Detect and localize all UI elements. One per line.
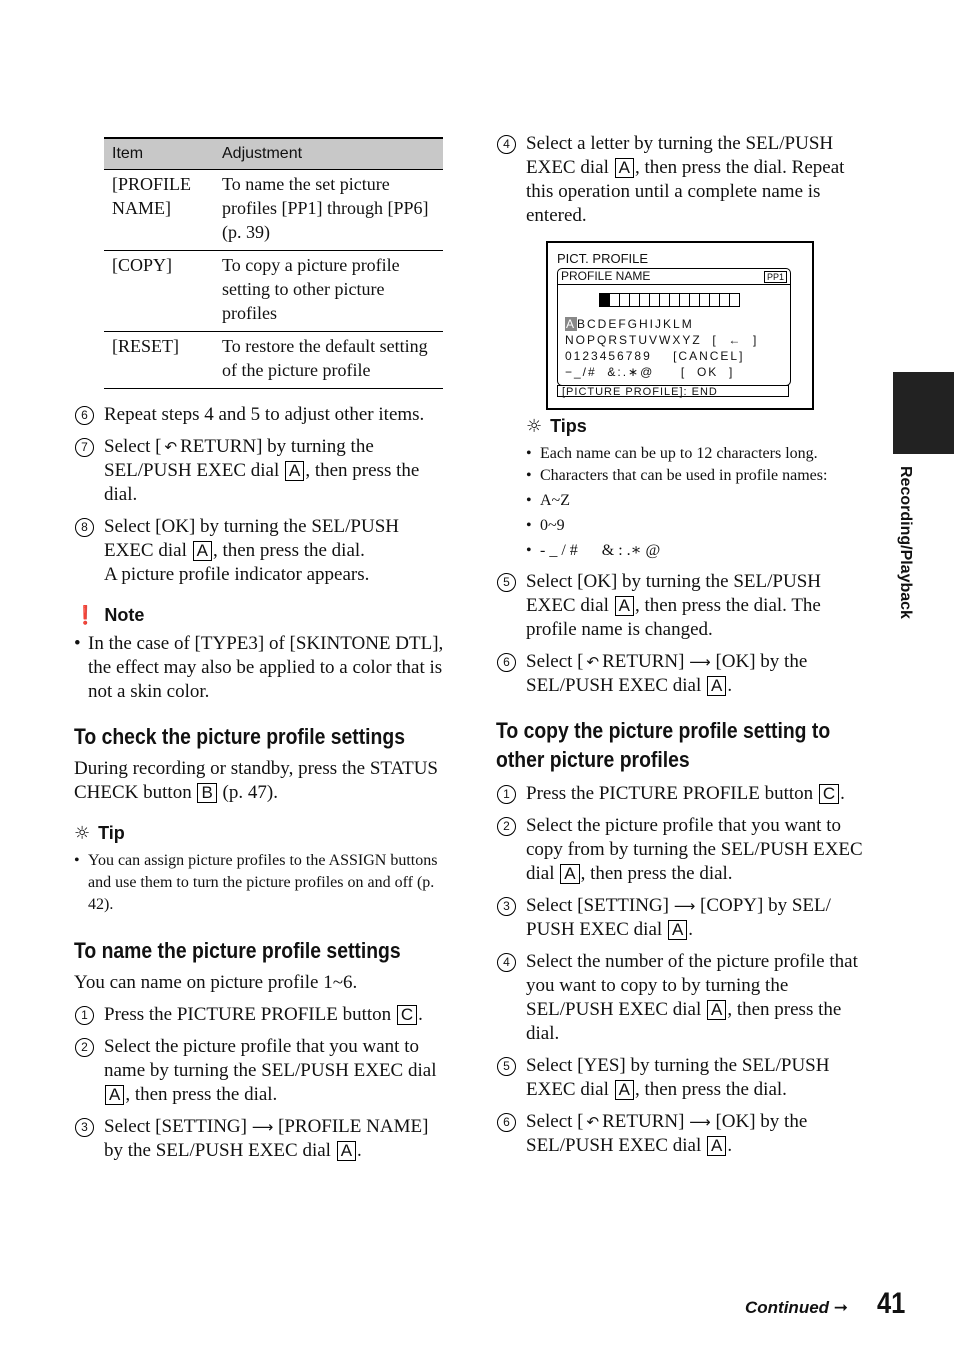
- continued-label: [745, 1298, 848, 1318]
- step-text: Select [: [104, 436, 162, 457]
- lightbulb-icon: ☼: [74, 823, 91, 844]
- step-text: [COPY] by SEL/ PUSH EXEC dial: [526, 895, 831, 940]
- step-number: 2: [497, 817, 516, 836]
- step-text: , then press the dial.: [125, 1084, 278, 1105]
- step-text: Select [OK] by turning the SEL/PUSH EXEC dial: [104, 516, 400, 561]
- step-text: , then press the dial.: [526, 999, 842, 1044]
- list-item: • A~Z: [526, 490, 868, 512]
- check-text: [74, 757, 446, 805]
- return-icon: ↶: [586, 653, 600, 671]
- table-row: [104, 170, 443, 251]
- step-number: 6: [497, 1113, 516, 1132]
- name-step-1: 1 Press the PICTURE PROFILE button C .: [74, 1003, 446, 1027]
- lcd-char-row: −_/# &:.∗@ [ OK ]: [565, 365, 735, 379]
- label-a: A: [668, 920, 687, 940]
- step-number: 1: [497, 785, 516, 804]
- step-text: [OK] by the SEL/PUSH EXEC dial: [526, 1111, 808, 1156]
- table-row: [104, 332, 443, 389]
- step-number: 2: [75, 1038, 94, 1057]
- note-label: Note: [104, 605, 145, 625]
- step-text: Press the PICTURE PROFILE button: [104, 1004, 392, 1025]
- copy-step-2: [496, 814, 868, 886]
- label-a: A: [615, 596, 634, 616]
- arrow-right-icon: ⟶: [673, 897, 696, 915]
- step-number: 5: [497, 573, 516, 592]
- note-text: • In the case of [TYPE3] of [SKINTONE DTL], the effect may also be applied to a color that is not a skin color.: [74, 632, 446, 704]
- step-text: [PROFILE NAME] by the SEL/PUSH EXEC dial: [104, 1116, 429, 1161]
- return-icon: ↶: [586, 1113, 600, 1131]
- section-label: [896, 466, 920, 646]
- step-number: 8: [75, 518, 94, 537]
- table-row: [104, 251, 443, 332]
- step-text: Select [SETTING]: [104, 1116, 247, 1137]
- step-number: 6: [497, 653, 516, 672]
- arrow-right-icon: ⟶: [689, 653, 711, 671]
- step-text: RETURN]: [602, 1111, 685, 1132]
- name-intro: You can name on picture profile 1~6.: [74, 972, 358, 993]
- label-a: A: [285, 461, 304, 481]
- table-cell: [RESET]: [104, 332, 214, 389]
- lcd-badge: PP1: [764, 271, 787, 283]
- step-text: Select [: [526, 1111, 584, 1132]
- label-a: A: [707, 1000, 726, 1020]
- label-a: A: [707, 676, 726, 696]
- label-a: A: [615, 158, 634, 178]
- step-text: Select [: [526, 651, 584, 672]
- check-text-b: (p. 47).: [222, 782, 278, 803]
- step-text: Select the number of the picture profile that you want to copy to by turning the SEL/PUSH EXEC dial: [526, 951, 858, 1020]
- step-text: , then press the dial.: [580, 863, 733, 884]
- label-a: A: [337, 1141, 356, 1161]
- tip-label: Tip: [98, 823, 125, 843]
- page-number: 41: [877, 1287, 906, 1320]
- label-a: A: [105, 1085, 124, 1105]
- name-entry-cells: [600, 293, 740, 307]
- lcd-subtitle: PROFILE NAME: [561, 269, 651, 283]
- step-number: 4: [497, 953, 516, 972]
- copy-step-6: 6 Select [ ↶ RETURN] ⟶ [OK] by the SEL/PUSH EXEC dial A .: [496, 1110, 868, 1158]
- lcd-status-bar: [PICTURE PROFILE]: END: [557, 385, 789, 397]
- lcd-cursor-char: A: [566, 317, 577, 331]
- label-c: C: [819, 784, 839, 804]
- step-text: RETURN] by turning the SEL/PUSH EXEC dial: [104, 436, 374, 481]
- letter-step-6: 6 Select [ ↶ RETURN] ⟶ [OK] by the SEL/PUSH EXEC dial A .: [496, 650, 868, 698]
- left-column: [74, 137, 446, 1163]
- step-text: Select [SETTING]: [526, 895, 669, 916]
- label-a: A: [615, 1080, 634, 1100]
- tip-heading: [74, 821, 446, 846]
- section-label-text: Recording/Playback: [897, 466, 914, 619]
- list-item: • 0~9: [526, 515, 868, 537]
- lcd-char-row: [565, 317, 694, 331]
- step-text: A picture profile indicator appears.: [104, 564, 370, 585]
- step-text: Repeat steps 4 and 5 to adjust other items.: [104, 404, 425, 425]
- lcd-screen: [546, 241, 814, 410]
- table-header-item: Item: [104, 138, 214, 170]
- lightbulb-icon: ☼: [526, 416, 543, 437]
- tips-heading: [496, 414, 868, 439]
- tips-label: Tips: [550, 416, 587, 436]
- step-number: 3: [75, 1118, 94, 1137]
- step-text: Select the picture profile that you want to name by turning the SEL/PUSH EXEC dial: [104, 1036, 437, 1081]
- name-step-3: 3 Select [SETTING] ⟶ [PROFILE NAME] by the SEL/PUSH EXEC dial A .: [74, 1115, 446, 1163]
- step-number: 7: [75, 438, 94, 457]
- lcd-char-row: 0123456789 [CANCEL]: [565, 349, 745, 363]
- lcd-panel: [557, 268, 791, 386]
- table-header-adjustment: Adjustment: [214, 138, 443, 170]
- step-number: 6: [75, 406, 94, 425]
- return-icon: ↶: [164, 438, 178, 456]
- step-text: Select [OK] by turning the SEL/PUSH EXEC dial: [526, 571, 822, 616]
- step-number: 5: [497, 1057, 516, 1076]
- tip-text: • You can assign picture profiles to the ASSIGN buttons and use them to turn the picture profiles on and off (p. 42).: [74, 850, 446, 916]
- step-number: 1: [75, 1006, 94, 1025]
- note-icon: ❗: [74, 605, 97, 626]
- list-item: • Characters that can be used in profile names:: [526, 465, 868, 487]
- copy-heading-line-2: other picture profiles: [496, 747, 690, 772]
- copy-step-5: [496, 1054, 868, 1102]
- check-text-a: During recording or standby, press the STATUS CHECK button: [74, 758, 438, 803]
- arrow-right-icon: ⟶: [689, 1113, 711, 1131]
- lcd-char-row: NOPQRSTUVWXYZ [ ← ]: [565, 333, 759, 347]
- check-heading: To check the picture profile settings: [74, 724, 405, 749]
- copy-heading: [496, 716, 831, 774]
- step-number: 3: [497, 897, 516, 916]
- step-text: , then press the dial.: [212, 540, 365, 561]
- step-text: , then press the dial.: [634, 1079, 787, 1100]
- section-tab: [893, 372, 954, 454]
- step-text: [OK] by the SEL/PUSH EXEC dial: [526, 651, 808, 696]
- step-text: RETURN]: [602, 651, 685, 672]
- step-6: [74, 403, 446, 427]
- list-item: • - _ / # & : .∗ @: [526, 540, 868, 562]
- lcd-title: PICT. PROFILE: [557, 251, 649, 266]
- arrow-right-icon: ⟶: [251, 1118, 274, 1136]
- step-text: , then press the dial. The profile name is changed.: [526, 595, 821, 640]
- label-a: A: [193, 541, 212, 561]
- step-text: Select [YES] by turning the SEL/PUSH EXEC dial: [526, 1055, 830, 1100]
- letter-step-5: [496, 570, 868, 642]
- table-cell: To restore the default setting of the picture profile: [214, 332, 443, 389]
- step-text: Press the PICTURE PROFILE button: [526, 783, 814, 804]
- continued-text: Continued: [745, 1298, 830, 1317]
- table-cell: To copy a picture profile setting to other picture profiles: [214, 251, 443, 332]
- label-a: A: [560, 864, 579, 884]
- tips-list: [496, 443, 868, 562]
- copy-step-3: 3 Select [SETTING] ⟶ [COPY] by SEL/ PUSH EXEC dial A .: [496, 894, 868, 942]
- name-heading: To name the picture profile settings: [74, 938, 401, 963]
- arrow-right-icon: ➞: [833, 1298, 849, 1318]
- lcd-row-text: BCDEFGHIJKLM: [577, 317, 694, 331]
- copy-step-1: 1 Press the PICTURE PROFILE button C .: [496, 782, 868, 806]
- label-c: C: [397, 1005, 417, 1025]
- step-text: , then press the dial.: [104, 460, 420, 505]
- table-cell: To name the set picture profiles [PP1] through [PP6] (p. 39): [214, 170, 443, 251]
- table-cell: [COPY]: [104, 251, 214, 332]
- copy-heading-line-1: To copy the picture profile setting to: [496, 718, 831, 743]
- note-heading: [74, 603, 446, 628]
- step-text: Select a letter by turning the SEL/PUSH EXEC dial: [526, 133, 834, 178]
- settings-table: [104, 137, 443, 389]
- name-step-2: [74, 1035, 446, 1107]
- step-number: 4: [497, 135, 516, 154]
- letter-step-4: [496, 132, 868, 228]
- label-a: A: [707, 1136, 726, 1156]
- label-b: B: [197, 783, 216, 803]
- copy-step-4: [496, 950, 868, 1046]
- step-text: Select the picture profile that you want to copy from by turning the SEL/PUSH EXEC dial: [526, 815, 863, 884]
- table-cell: [PROFILE NAME]: [104, 170, 214, 251]
- step-8: [74, 515, 446, 587]
- step-7: [74, 435, 446, 507]
- list-item: • Each name can be up to 12 characters long.: [526, 443, 868, 465]
- lcd-divider: [558, 284, 790, 285]
- step-text: , then press the dial. Repeat this operation until a complete name is entered.: [526, 157, 845, 226]
